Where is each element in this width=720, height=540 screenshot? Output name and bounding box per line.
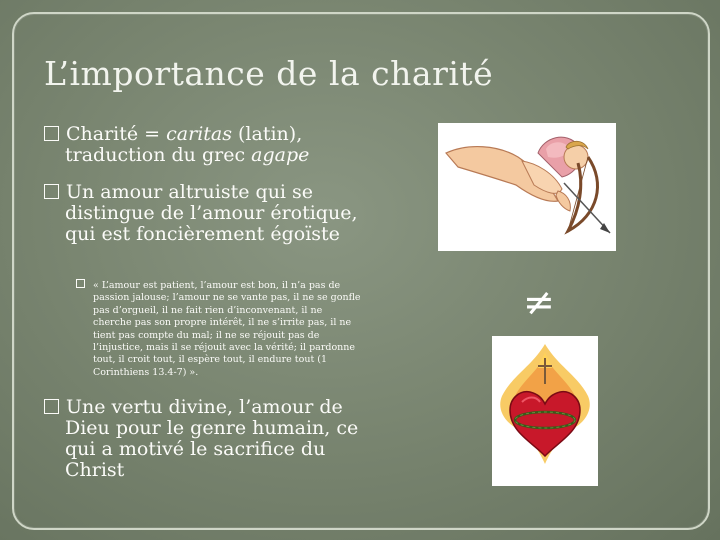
bullet-divine-virtue <box>44 397 375 481</box>
square-bullet-icon <box>44 399 59 414</box>
bullet-altruism <box>44 182 375 245</box>
bullet-caritas <box>44 124 375 166</box>
square-bullet-icon <box>44 126 59 141</box>
bullet-altruism-text: Un amour altruiste qui se distingue de l’amour érotique, qui est foncièrement égoïste <box>65 181 358 245</box>
bullet-caritas-text-2: (latin), traduction du grec <box>65 123 303 166</box>
corinthians-quote <box>76 279 363 379</box>
not-equal-symbol: ≠ <box>523 280 555 324</box>
bullet-caritas-text-1: Charité = <box>66 123 167 145</box>
square-bullet-icon <box>44 184 59 199</box>
bullet-caritas-latin-term: caritas <box>166 123 232 145</box>
slide-title: L’importance de la charité <box>44 54 494 93</box>
bullet-divine-virtue-text: Une vertu divine, l’amour de Dieu pour le genre humain, ce qui a motivé le sacrifice du Christ <box>65 396 359 481</box>
square-bullet-icon <box>76 279 85 288</box>
bullet-caritas-greek-term: agape <box>251 144 310 166</box>
cupid-image <box>438 123 616 251</box>
sacred-heart-image <box>492 336 598 486</box>
sacred-heart-illustration <box>492 336 598 486</box>
cupid-illustration <box>438 123 616 251</box>
corinthians-quote-text: « L’amour est patient, l’amour est bon, il n’a pas de passion jalouse; l’amour ne se vante pas, il ne se gonfle pas d’orgueil, il ne fait rien d’inconvenant, il ne cherche pas son propre intérêt, il ne s’irrite pas, il ne tient pas compte du mal; il ne se réjouit pas de l’injustice, mais il se réjouit avec la vérité; il pardonne tout, il croit tout, il espère tout, il endure tout (1 Corinthiens 13.4-7) ». <box>93 280 361 378</box>
